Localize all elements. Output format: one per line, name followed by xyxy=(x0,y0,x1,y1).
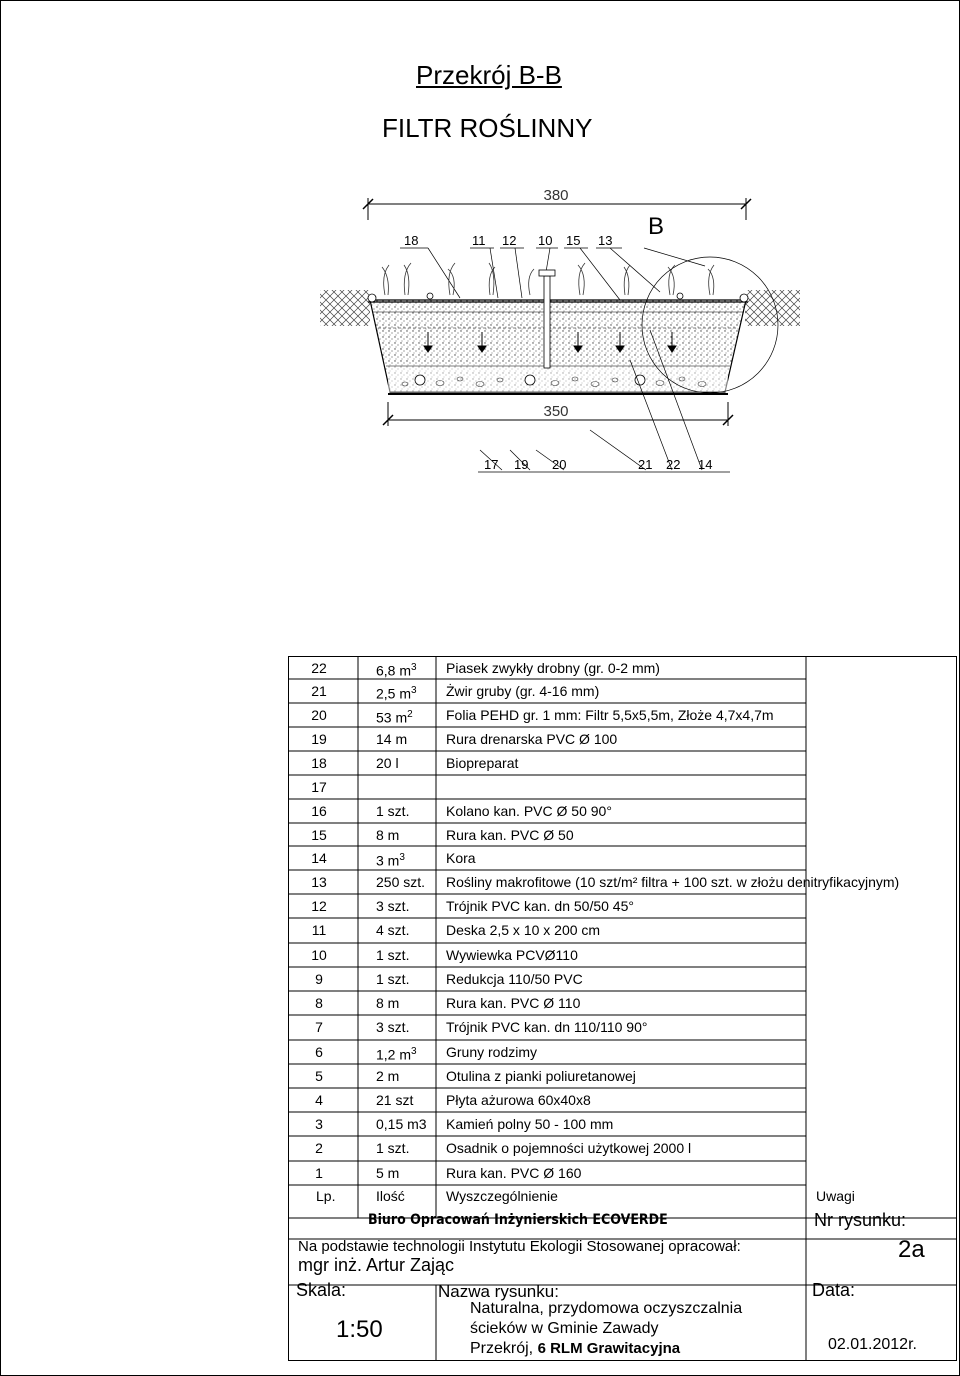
drawing-no: 2a xyxy=(898,1236,925,1263)
row-qty xyxy=(376,1165,399,1181)
scale-label: Skala: xyxy=(296,1280,347,1300)
row-lp-text: 14 xyxy=(311,850,327,866)
label-20: 20 xyxy=(552,457,567,472)
row-lp xyxy=(288,827,350,843)
row-qty xyxy=(376,660,417,679)
row-qty-text: 1 szt. xyxy=(376,947,410,963)
row-qty-text: 1,2 m xyxy=(376,1046,412,1063)
row-desc-text: Rośliny makrofitowe (10 szt/m² filtra + 100 szt. w złożu denitryfikacyjnym) xyxy=(446,874,900,890)
row-qty-text: 2,5 m xyxy=(376,685,412,702)
row-desc xyxy=(446,995,580,1011)
row-qty-unit-power: 3 xyxy=(411,685,417,696)
section-drawing xyxy=(310,180,810,480)
row-qty-unit-power: 3 xyxy=(411,662,417,673)
row-qty xyxy=(376,971,409,987)
row-lp-text: 22 xyxy=(311,660,327,676)
dimension-bottom xyxy=(383,402,733,426)
row-lp xyxy=(288,1044,350,1060)
row-desc xyxy=(446,827,574,843)
parts-table xyxy=(288,656,957,1361)
ground-left xyxy=(320,290,370,326)
label-19: 19 xyxy=(514,457,529,472)
header-lp: Lp. xyxy=(316,1188,336,1204)
row-lp xyxy=(288,1092,350,1108)
label-18: 18 xyxy=(404,233,419,248)
row-desc xyxy=(446,731,617,747)
row-qty-text: 1 szt. xyxy=(376,971,410,987)
row-lp-text: 4 xyxy=(315,1092,323,1108)
row-qty-text: 8 m xyxy=(376,827,400,843)
row-lp-text: 9 xyxy=(315,971,323,987)
row-qty-text: 3 szt. xyxy=(376,898,410,914)
row-lp-text: 8 xyxy=(315,995,323,1011)
row-desc-text: Kolano kan. PVC Ø 50 90° xyxy=(446,803,612,819)
header-qty: Ilość xyxy=(376,1188,405,1204)
row-lp-text: 20 xyxy=(311,707,327,723)
row-qty xyxy=(376,683,417,702)
row-lp-text: 10 xyxy=(311,947,327,963)
date-value: 02.01.2012r. xyxy=(828,1336,917,1353)
dim-top-text: 380 xyxy=(543,187,569,204)
row-lp xyxy=(288,1165,350,1181)
row-lp xyxy=(288,947,350,963)
row-desc-text: Rura kan. PVC Ø 110 xyxy=(446,995,581,1011)
label-13: 13 xyxy=(598,233,613,248)
row-desc xyxy=(446,947,578,963)
row-qty-text: 3 m xyxy=(376,852,400,869)
row-qty-text: 5 m xyxy=(376,1165,400,1181)
row-qty xyxy=(376,1116,427,1132)
row-desc xyxy=(446,1068,636,1084)
row-desc-text: Osadnik o pojemności użytkowej 2000 l xyxy=(446,1140,692,1156)
row-lp-text: 15 xyxy=(311,827,327,843)
drawing-name-prefix: Przekrój, xyxy=(470,1340,534,1357)
row-lp xyxy=(288,731,350,747)
row-lp xyxy=(288,995,350,1011)
drawing-name-line3 xyxy=(470,1340,680,1358)
row-desc xyxy=(446,803,612,819)
label-17: 17 xyxy=(484,457,499,472)
row-lp-text: 7 xyxy=(315,1019,323,1035)
row-lp xyxy=(288,874,350,890)
row-qty xyxy=(376,1019,409,1035)
row-desc-text: Trójnik PVC kan. dn 50/50 45° xyxy=(446,898,634,914)
row-qty xyxy=(376,803,409,819)
row-lp-text: 16 xyxy=(311,803,327,819)
drawing-name-line2: ścieków w Gminie Zawady xyxy=(470,1320,659,1337)
row-qty xyxy=(376,755,399,771)
row-lp xyxy=(288,779,350,795)
office-name: Biuro Opracowań Inżynierskich ECOVERDE xyxy=(368,1212,668,1228)
row-qty xyxy=(376,1092,413,1108)
row-desc xyxy=(446,1116,613,1132)
row-lp xyxy=(288,755,350,771)
row-lp xyxy=(288,660,350,676)
drawing-name-line1: Naturalna, przydomowa oczyszczalnia xyxy=(470,1300,743,1317)
row-qty xyxy=(376,1068,399,1084)
filter-body xyxy=(368,270,748,394)
row-lp xyxy=(288,1140,350,1156)
row-desc-text: Otulina z pianki poliuretanowej xyxy=(446,1068,636,1084)
row-lp-text: 3 xyxy=(315,1116,323,1132)
author-name: mgr inż. Artur Zając xyxy=(298,1255,455,1275)
row-qty-text: 1 szt. xyxy=(376,803,410,819)
row-qty-text: 14 m xyxy=(376,731,408,747)
row-desc xyxy=(446,755,518,771)
row-qty-text: 250 szt. xyxy=(376,874,426,890)
date-label: Data: xyxy=(812,1280,856,1300)
row-qty xyxy=(376,707,413,726)
row-desc xyxy=(446,898,634,914)
label-15: 15 xyxy=(566,233,581,248)
row-lp xyxy=(288,1068,350,1084)
row-desc xyxy=(446,874,899,890)
section-letter: B xyxy=(648,213,665,240)
row-lp xyxy=(288,850,350,866)
row-desc-text: Wywiewka PCVØ110 xyxy=(446,947,578,963)
row-qty-text: 2 m xyxy=(376,1068,400,1084)
row-desc xyxy=(446,683,599,699)
row-desc xyxy=(446,1044,537,1060)
row-desc xyxy=(446,1165,581,1181)
label-21: 21 xyxy=(638,457,653,472)
row-qty xyxy=(376,922,409,938)
row-desc xyxy=(446,1019,647,1035)
label-14: 14 xyxy=(698,457,713,472)
row-desc-text: Rura kan. PVC Ø 160 xyxy=(446,1165,582,1181)
row-qty-unit-power: 3 xyxy=(411,1046,417,1057)
row-lp xyxy=(288,803,350,819)
row-lp-text: 11 xyxy=(311,922,327,938)
label-12: 12 xyxy=(502,233,517,248)
row-lp-text: 21 xyxy=(311,683,327,699)
row-desc-text: Kamień polny 50 - 100 mm xyxy=(446,1116,614,1132)
row-qty xyxy=(376,874,425,890)
row-desc xyxy=(446,1140,691,1156)
row-qty xyxy=(376,850,405,869)
scale-value: 1:50 xyxy=(336,1316,383,1343)
row-lp-text: 17 xyxy=(311,779,327,795)
row-qty-text: 3 szt. xyxy=(376,1019,410,1035)
row-lp xyxy=(288,1116,350,1132)
row-qty xyxy=(376,731,407,747)
row-lp xyxy=(288,971,350,987)
row-qty-text: 8 m xyxy=(376,995,400,1011)
drawing-name-label: Nazwa rysunku: xyxy=(438,1282,559,1301)
row-qty-text: 20 l xyxy=(376,755,399,771)
row-lp-text: 1 xyxy=(315,1165,323,1181)
row-qty-text: 21 szt xyxy=(376,1092,414,1108)
row-desc-text: Biopreparat xyxy=(446,755,519,771)
row-lp xyxy=(288,1019,350,1035)
row-lp-text: 5 xyxy=(315,1068,323,1084)
row-desc-text: Gruny rodzimy xyxy=(446,1044,538,1060)
drawing-no-label: Nr rysunku: xyxy=(814,1210,907,1230)
row-desc-text: Żwir gruby (gr. 4-16 mm) xyxy=(446,683,600,699)
label-11: 11 xyxy=(472,233,486,248)
row-desc xyxy=(446,660,660,676)
row-qty xyxy=(376,947,409,963)
row-qty-text: 6,8 m xyxy=(376,662,412,679)
row-desc-text: Płyta ażurowa 60x40x8 xyxy=(446,1092,591,1108)
row-lp-text: 18 xyxy=(311,755,327,771)
row-lp xyxy=(288,922,350,938)
header-notes: Uwagi xyxy=(816,1188,855,1204)
row-qty xyxy=(376,898,409,914)
row-lp-text: 13 xyxy=(311,874,327,890)
row-lp-text: 12 xyxy=(311,898,327,914)
row-lp-text: 6 xyxy=(315,1044,323,1060)
row-desc xyxy=(446,707,774,723)
drawing-title: Przekrój B-B xyxy=(416,60,562,90)
row-qty-text: 53 m xyxy=(376,709,408,726)
dim-bottom-text: 350 xyxy=(543,403,569,420)
drawing-subtitle: FILTR ROŚLINNY xyxy=(382,113,593,143)
header-desc: Wyszczególnienie xyxy=(446,1188,558,1204)
row-qty-unit-power: 2 xyxy=(407,709,413,720)
label-22: 22 xyxy=(666,457,681,472)
row-desc xyxy=(446,971,583,987)
row-desc xyxy=(446,1092,591,1108)
row-desc xyxy=(446,922,600,938)
row-lp-text: 19 xyxy=(311,731,327,747)
row-desc-text: Rura drenarska PVC Ø 100 xyxy=(446,731,618,747)
row-desc-text: Redukcja 110/50 PVC xyxy=(446,971,583,987)
row-qty-unit-power: 3 xyxy=(399,852,405,863)
row-desc-text: Deska 2,5 x 10 x 200 cm xyxy=(446,922,601,938)
row-qty xyxy=(376,1044,417,1063)
drawing-name-variant: 6 RLM Grawitacyjna xyxy=(537,1340,681,1357)
row-lp xyxy=(288,683,350,699)
label-10: 10 xyxy=(538,233,553,248)
row-qty-text: 1 szt. xyxy=(376,1140,410,1156)
row-lp xyxy=(288,898,350,914)
row-lp xyxy=(288,707,350,723)
ground-right xyxy=(745,290,800,326)
row-desc xyxy=(446,850,476,866)
row-desc-text: Folia PEHD gr. 1 mm: Filtr 5,5x5,5m, Złoże 4,7x4,7m xyxy=(446,707,774,723)
row-qty-text: 0,15 m3 xyxy=(376,1116,427,1132)
dimension-top xyxy=(363,187,751,220)
row-desc-text: Rura kan. PVC Ø 50 xyxy=(446,827,574,843)
labels-top xyxy=(400,233,705,300)
row-lp-text: 2 xyxy=(315,1140,323,1156)
row-qty-text: 4 szt. xyxy=(376,922,410,938)
row-qty xyxy=(376,827,399,843)
row-desc-text: Trójnik PVC kan. dn 110/110 90° xyxy=(446,1019,648,1035)
row-qty xyxy=(376,1140,409,1156)
row-qty xyxy=(376,995,399,1011)
row-desc-text: Kora xyxy=(446,850,476,866)
basis-text: Na podstawie technologii Instytutu Ekologii Stosowanej opracował: xyxy=(298,1238,741,1255)
row-desc-text: Piasek zwykły drobny (gr. 0-2 mm) xyxy=(446,660,660,676)
